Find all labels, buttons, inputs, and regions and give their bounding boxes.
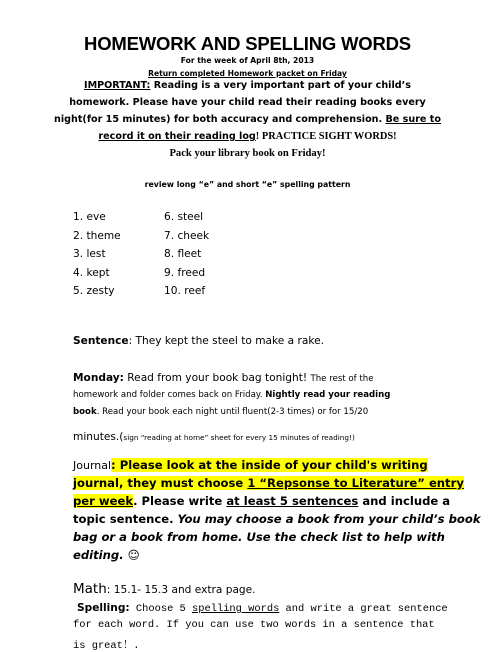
important-line-2: homework. Please have your child read their reading books every	[69, 97, 426, 108]
spelling-word: 2. theme	[73, 229, 121, 242]
week-of: For the week of April 8th, 2013	[180, 56, 315, 65]
monday-line-1	[73, 372, 374, 384]
sentence-text: : They kept the steel to make a rake.	[128, 335, 324, 347]
important-line4-underlined: record it on their reading log	[98, 131, 256, 142]
monday-line-4	[73, 425, 355, 444]
journal-line-6: editing. ☺	[73, 548, 140, 562]
spelling-word: 4. kept	[73, 266, 110, 279]
important-line-3	[0, 114, 495, 125]
journal-line4: topic sentence.	[73, 512, 178, 526]
spelling-word: 1. eve	[73, 211, 106, 223]
journal-line3-b: and include a	[358, 494, 451, 508]
journal-line2-highlight: journal, they must choose	[73, 476, 248, 490]
monday-line2-small: homework and folder comes back on Friday.	[73, 390, 266, 400]
journal-line-1	[73, 458, 428, 472]
spelling-line-1	[77, 602, 448, 615]
spelling-list-right	[164, 211, 209, 304]
important-line-4	[0, 131, 495, 142]
spelling-word: 7. cheek	[164, 229, 210, 242]
monday-line4-tiny: sign “reading at home” sheet for every 15 minutes of reading!)	[123, 433, 355, 442]
monday-line4-main: minutes.(	[73, 431, 124, 443]
monday-line-2	[73, 390, 390, 400]
important-line-1	[0, 80, 495, 91]
sentence-line	[73, 335, 324, 347]
journal-label: Journal	[73, 459, 112, 472]
return-note: Return completed Homework packet on Friday	[148, 69, 347, 78]
important-line1-rest: Reading is a very important part of your child’s	[150, 80, 411, 91]
journal-line1-highlight: : Please look at the inside of your child's writing	[111, 458, 428, 472]
monday-label: Monday:	[73, 372, 124, 384]
spelling-list-left	[73, 211, 121, 304]
spelling-word: 6. steel	[164, 211, 204, 223]
sentence-label: Sentence	[73, 335, 129, 347]
journal-line3-underlined: at least 5 sentences	[226, 494, 359, 508]
journal-line3-a: . Please write	[133, 494, 227, 508]
library-book-note: Pack your library book on Friday!	[169, 148, 326, 159]
page-title: HOMEWORK AND SPELLING WORDS	[84, 33, 411, 54]
spelling-line-3: is great！.	[73, 640, 140, 652]
spelling-line1-b: and write a great sentence	[279, 603, 448, 615]
important-line3-main: night(for 15 minutes) for both accuracy and comprehension.	[54, 114, 386, 125]
journal-line-3	[73, 494, 450, 508]
review-note: review long “e” and short “e” spelling pattern	[144, 180, 351, 189]
spelling-word: 5. zesty	[73, 285, 115, 297]
spelling-word: 10. reef	[164, 285, 206, 297]
spelling-line1-underlined: spelling words	[192, 603, 280, 615]
journal-line-5: bag or a book from home. Use the check list to help with	[73, 530, 445, 544]
monday-line2-bold: Nightly read your reading	[265, 390, 391, 400]
spelling-word: 9. freed	[164, 266, 206, 279]
monday-line3-bold: book	[73, 407, 97, 417]
journal-line-4	[73, 512, 481, 526]
monday-line1-small: The rest of the	[310, 374, 374, 384]
monday-line1-main: Read from your book bag tonight!	[123, 372, 311, 384]
important-line3-underlined: Be sure to	[385, 114, 441, 125]
monday-line-3	[73, 407, 368, 417]
important-line4-rest: ! PRACTICE SIGHT WORDS!	[255, 131, 397, 142]
math-line	[73, 578, 256, 597]
math-text: : 15.1- 15.3 and extra page.	[106, 584, 256, 596]
journal-line3-highlight: per week	[73, 494, 134, 508]
spelling-word: 3. lest	[73, 248, 106, 260]
spelling-word: 8. fleet	[164, 248, 202, 260]
spelling-line1-a: Choose 5	[129, 603, 193, 615]
journal-line2-underlined: 1 “Repsonse to Literature” entry	[247, 476, 464, 490]
spelling-line-2: for each word. If you can use two words in a sentence that	[73, 619, 435, 631]
math-label: Math	[73, 581, 107, 597]
monday-line3-rest: . Read your book each night until fluent(2-3 times) or for 15/20	[96, 407, 369, 417]
spelling-label: Spelling:	[77, 602, 130, 614]
journal-line-2	[73, 476, 464, 490]
journal-line4-italic: You may choose a book from your child’s book	[177, 512, 481, 526]
important-label: IMPORTANT:	[84, 80, 151, 91]
